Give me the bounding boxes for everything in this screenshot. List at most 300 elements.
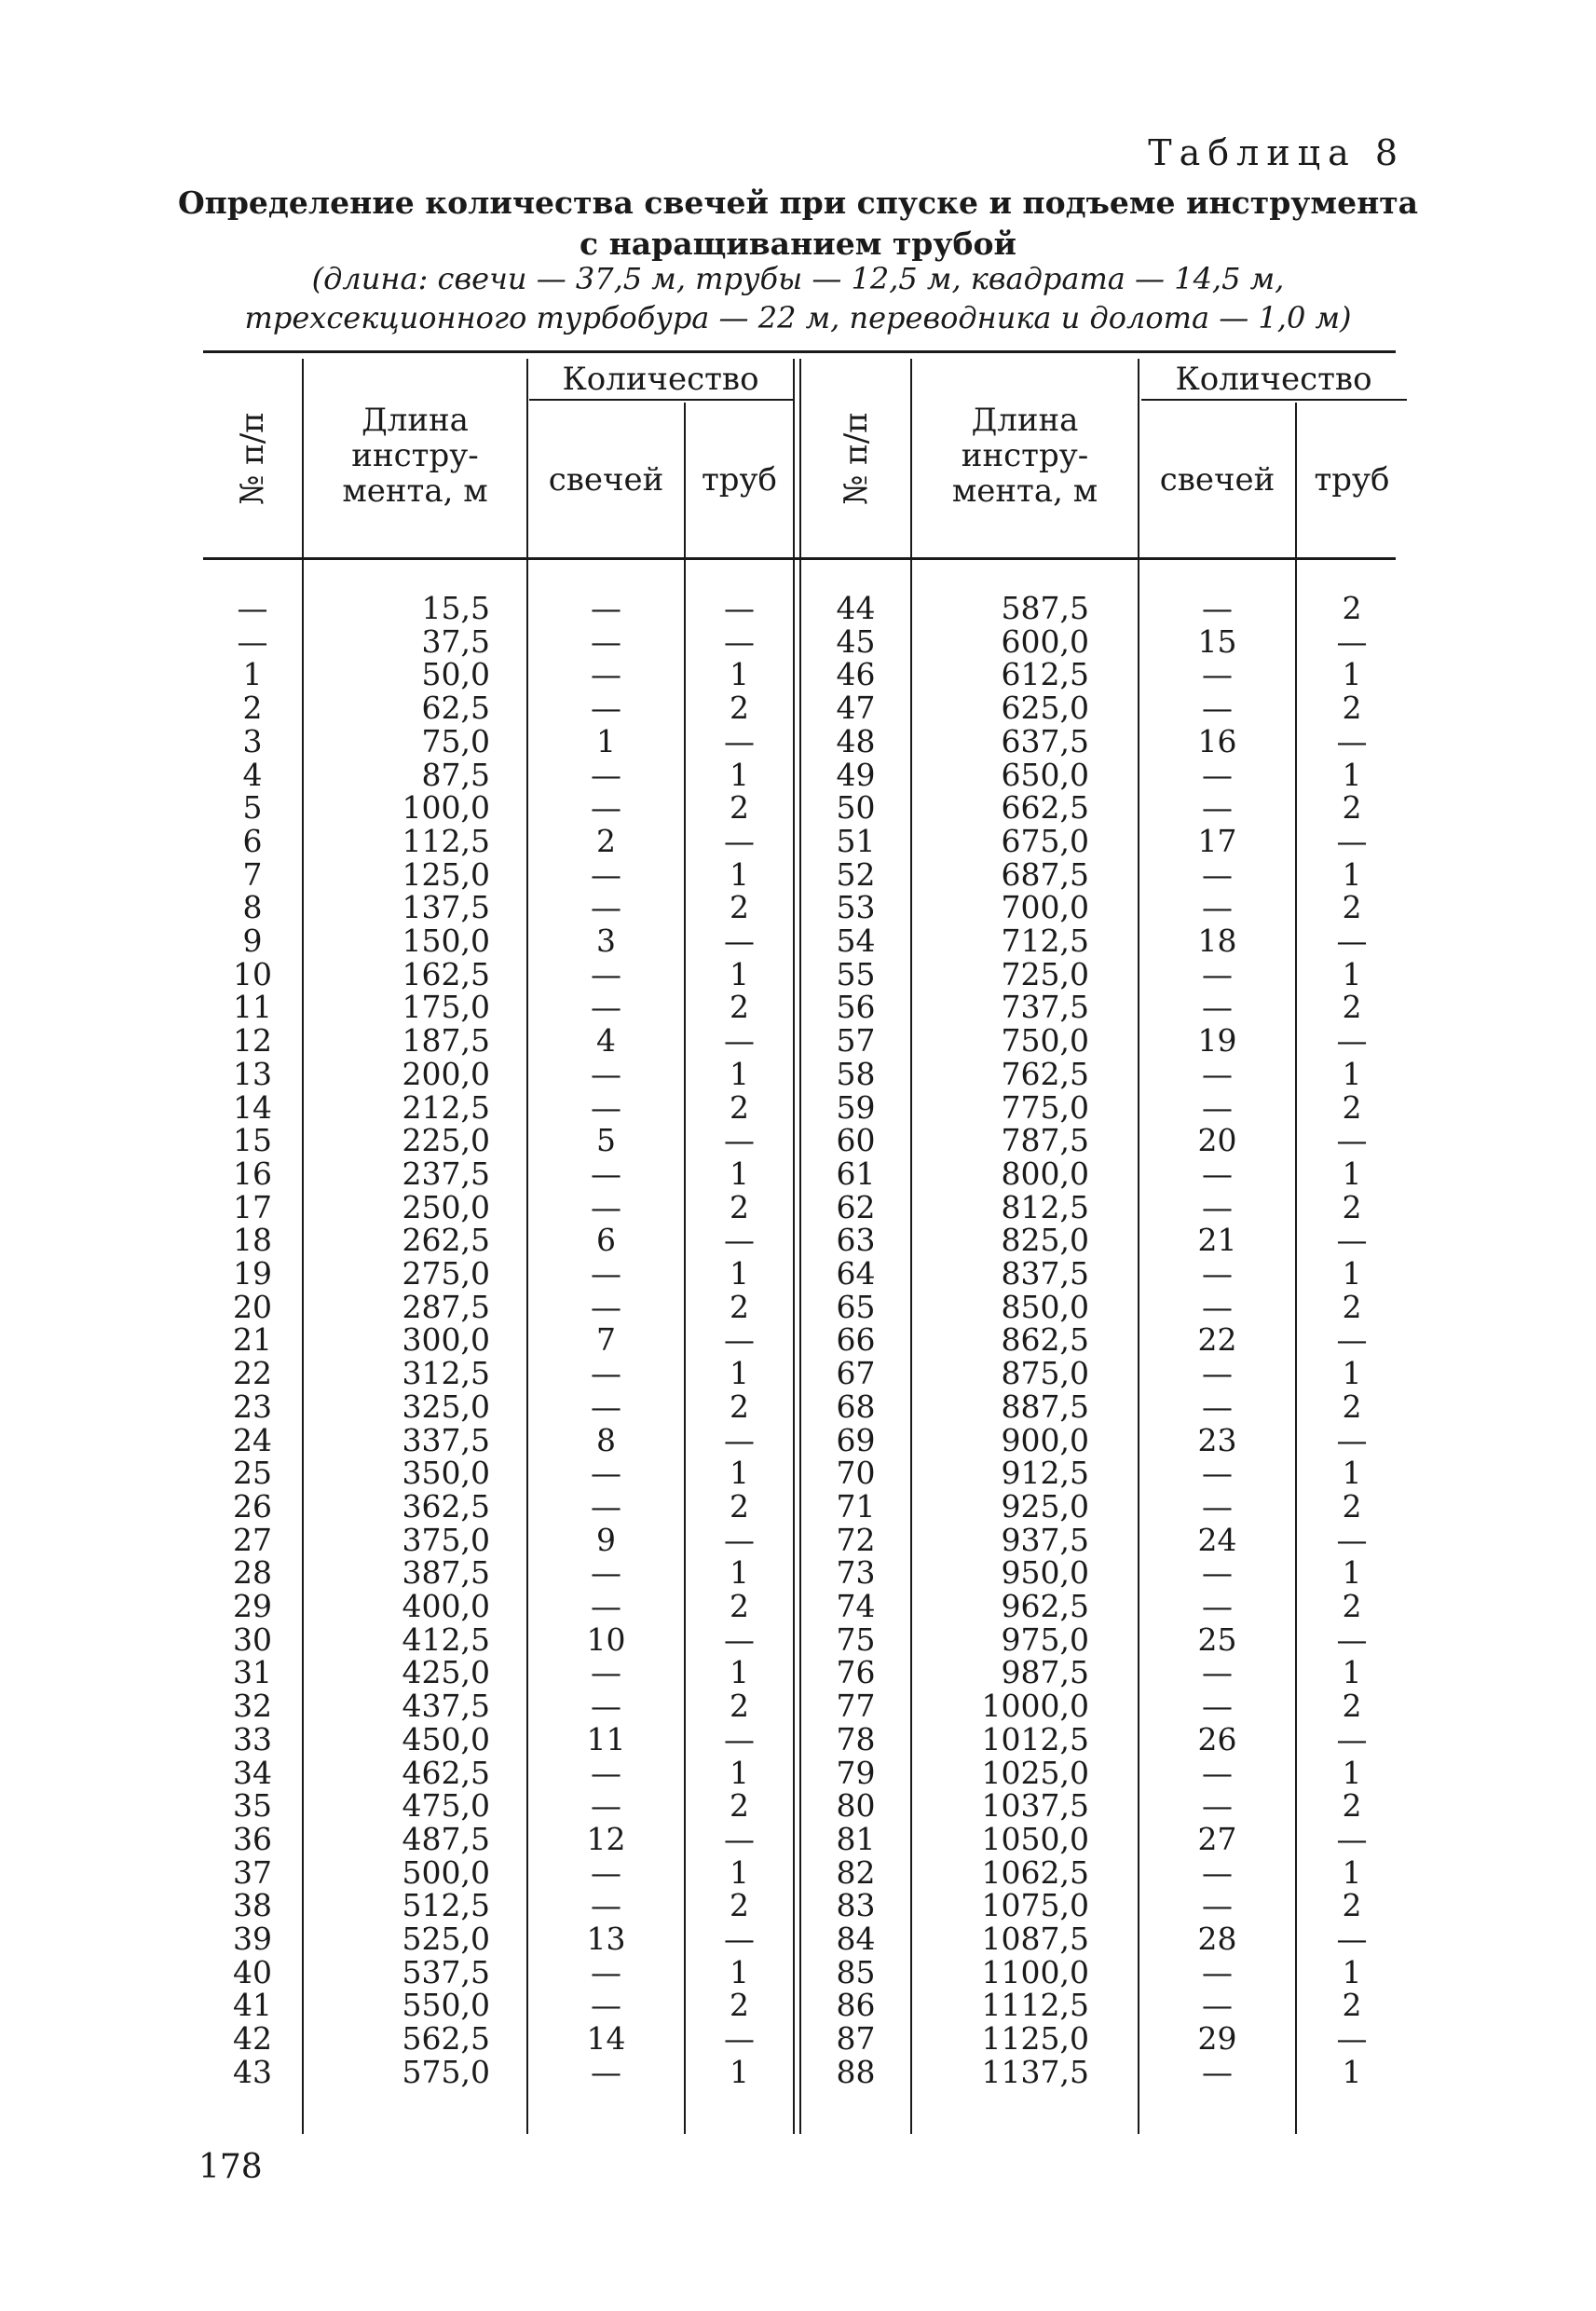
length-cell: 575,0 xyxy=(402,2053,490,2090)
title-line-1: Определение количества свечей при спуске и подъеме инструмента xyxy=(177,185,1419,221)
pipes-cell: 1 xyxy=(1342,1055,1362,1092)
candles-cell: — xyxy=(591,590,621,626)
candles-cell: — xyxy=(1202,1887,1233,1924)
header-length-left xyxy=(304,403,526,509)
table-title xyxy=(0,183,1596,265)
num-cell: 82 xyxy=(836,1853,876,1891)
length-cell: 362,5 xyxy=(402,1487,490,1525)
pipes-cell: — xyxy=(1336,1521,1368,1558)
candles-cell: — xyxy=(1202,1987,1233,2024)
num-cell: 39 xyxy=(233,1921,272,1957)
pipes-cell: 1 xyxy=(1342,1554,1362,1592)
candles-cell: 19 xyxy=(1197,1022,1237,1060)
length-cell: 675,0 xyxy=(1001,822,1089,859)
length-cell: 350,0 xyxy=(402,1455,490,1492)
num-cell: 76 xyxy=(836,1654,876,1691)
num-cell: 30 xyxy=(233,1620,272,1658)
header-length-l3: мента, м xyxy=(342,472,488,510)
pipes-cell: 2 xyxy=(1342,1088,1362,1126)
length-cell: 550,0 xyxy=(402,1987,490,2024)
candles-cell: — xyxy=(1202,1388,1233,1425)
length-cell: 387,5 xyxy=(402,1554,490,1592)
pipes-cell: — xyxy=(1336,722,1368,759)
num-cell: 16 xyxy=(233,1155,272,1192)
pipes-cell: — xyxy=(724,1620,755,1658)
pipes-cell: — xyxy=(1336,1321,1368,1359)
num-cell: 33 xyxy=(233,1720,272,1757)
length-cell: 912,5 xyxy=(1001,1455,1089,1492)
pipes-cell: 2 xyxy=(1342,789,1362,827)
num-cell: 41 xyxy=(233,1987,272,2024)
pipes-cell: 2 xyxy=(730,690,749,727)
candles-cell: 14 xyxy=(586,2020,626,2058)
length-cell: 687,5 xyxy=(1001,855,1089,893)
pipes-cell: 1 xyxy=(730,955,749,992)
pipes-cell: — xyxy=(724,1820,755,1857)
header-length-r2: инстру- xyxy=(961,437,1089,474)
num-cell: 65 xyxy=(836,1288,876,1325)
candles-cell: 6 xyxy=(596,1222,616,1259)
length-cell: 200,0 xyxy=(402,1055,490,1092)
length-cell: 450,0 xyxy=(402,1720,490,1757)
pipes-cell: 1 xyxy=(730,2053,749,2090)
candles-cell: — xyxy=(591,955,621,992)
pipes-cell: 1 xyxy=(1342,1155,1362,1192)
num-cell: 55 xyxy=(836,955,876,992)
pipes-cell: — xyxy=(1336,1620,1368,1658)
table-label: Таблица 8 xyxy=(1148,132,1405,173)
length-cell: 487,5 xyxy=(402,1820,490,1857)
num-cell: 9 xyxy=(242,923,263,959)
pipes-cell: — xyxy=(1336,822,1368,859)
length-cell: 737,5 xyxy=(1001,989,1089,1026)
length-cell: 75,0 xyxy=(421,722,490,759)
header-candles-left: свечей xyxy=(548,461,664,499)
length-cell: 812,5 xyxy=(1001,1188,1089,1225)
candles-cell: — xyxy=(591,1455,621,1492)
num-cell: 73 xyxy=(836,1554,876,1592)
candles-cell: — xyxy=(1202,955,1233,992)
pipes-cell: 2 xyxy=(730,889,749,926)
header-num-left xyxy=(203,359,302,557)
header-length-r1: Длина xyxy=(971,402,1079,439)
candles-cell: 18 xyxy=(1197,923,1237,959)
header-pipes-right: труб xyxy=(1314,461,1390,499)
pipes-cell: — xyxy=(724,822,755,859)
length-cell: 637,5 xyxy=(1001,722,1089,759)
pipes-cell: 2 xyxy=(1342,1188,1362,1225)
length-cell: 725,0 xyxy=(1001,955,1089,992)
candles-cell: 16 xyxy=(1197,722,1237,759)
length-cell: 175,0 xyxy=(402,989,490,1026)
pipes-cell: — xyxy=(724,1921,755,1957)
num-cell: 49 xyxy=(836,756,876,793)
candles-cell: 8 xyxy=(596,1421,616,1458)
pipes-cell: — xyxy=(724,2020,755,2058)
pipes-cell: — xyxy=(724,1521,755,1558)
pipes-cell: 2 xyxy=(1342,690,1362,727)
candles-cell: — xyxy=(1202,690,1233,727)
num-cell: 26 xyxy=(233,1487,272,1525)
candles-cell: — xyxy=(591,1554,621,1592)
pipes-cell: 2 xyxy=(1342,989,1362,1026)
num-cell: 88 xyxy=(836,2053,876,2090)
pipes-cell: 1 xyxy=(730,1055,749,1092)
num-cell: 68 xyxy=(836,1388,876,1425)
pipes-cell: 2 xyxy=(1342,1887,1362,1924)
pipes-cell: 1 xyxy=(1342,1853,1362,1891)
col-sep-4a xyxy=(793,359,795,2134)
length-cell: 1100,0 xyxy=(981,1953,1089,1990)
pipes-cell: 2 xyxy=(730,1188,749,1225)
header-candles-right: свечей xyxy=(1159,461,1275,499)
length-cell: 275,0 xyxy=(402,1255,490,1292)
header-length-l2: инстру- xyxy=(351,437,479,474)
num-cell: 2 xyxy=(242,690,263,727)
num-cell: 86 xyxy=(836,1987,876,2024)
length-cell: 400,0 xyxy=(402,1588,490,1624)
header-num-right xyxy=(801,359,910,557)
length-cell: 825,0 xyxy=(1001,1222,1089,1259)
num-cell: 7 xyxy=(242,855,263,893)
candles-cell: — xyxy=(591,989,621,1026)
num-cell: 17 xyxy=(233,1188,272,1225)
candles-cell: — xyxy=(591,1487,621,1525)
length-cell: 787,5 xyxy=(1001,1122,1089,1159)
pipes-cell: — xyxy=(1336,1022,1368,1060)
pipes-cell: — xyxy=(1336,1820,1368,1857)
pipes-cell: — xyxy=(1336,2020,1368,2058)
pipes-cell: — xyxy=(724,1321,755,1359)
length-cell: 900,0 xyxy=(1001,1421,1089,1458)
pipes-cell: 2 xyxy=(730,1688,749,1725)
candles-cell: — xyxy=(591,1987,621,2024)
pipes-cell: — xyxy=(1336,622,1368,660)
pipes-cell: 1 xyxy=(730,1953,749,1990)
candles-cell: — xyxy=(1202,1953,1233,1990)
pipes-cell: — xyxy=(724,590,755,626)
num-cell: 25 xyxy=(233,1455,272,1492)
num-cell: 83 xyxy=(836,1887,876,1924)
num-cell: 6 xyxy=(242,822,263,859)
pipes-cell: — xyxy=(1336,1222,1368,1259)
length-cell: 987,5 xyxy=(1001,1654,1089,1691)
candles-cell: 10 xyxy=(586,1620,626,1658)
candles-cell: — xyxy=(591,1787,621,1825)
num-cell: 32 xyxy=(233,1688,272,1725)
num-cell: 62 xyxy=(836,1188,876,1225)
header-num-left-text: № п/п xyxy=(233,411,271,505)
header-length-right xyxy=(912,403,1138,509)
title-line-2: с наращиванием трубой xyxy=(580,226,1016,262)
length-cell: 425,0 xyxy=(402,1654,490,1691)
page-number: 178 xyxy=(198,2148,263,2186)
candles-cell: — xyxy=(1202,1255,1233,1292)
num-cell: 50 xyxy=(836,789,876,827)
length-cell: 762,5 xyxy=(1001,1055,1089,1092)
num-cell: 19 xyxy=(233,1255,272,1292)
candles-cell: — xyxy=(1202,1554,1233,1592)
candles-cell: 27 xyxy=(1197,1820,1237,1857)
length-cell: 475,0 xyxy=(402,1787,490,1825)
pipes-cell: 2 xyxy=(730,989,749,1026)
length-cell: 100,0 xyxy=(402,789,490,827)
length-cell: 187,5 xyxy=(402,1022,490,1060)
candles-cell: 3 xyxy=(596,923,616,959)
num-cell: 61 xyxy=(836,1155,876,1192)
length-cell: 1112,5 xyxy=(981,1987,1089,2024)
length-cell: 700,0 xyxy=(1001,889,1089,926)
pipes-cell: 1 xyxy=(1342,955,1362,992)
candles-cell: 11 xyxy=(586,1720,626,1757)
table-subtitle xyxy=(0,259,1596,337)
candles-cell: — xyxy=(591,1355,621,1392)
num-cell: 48 xyxy=(836,722,876,759)
num-cell: 57 xyxy=(836,1022,876,1060)
candles-cell: — xyxy=(1202,1787,1233,1825)
candles-cell: — xyxy=(591,1853,621,1891)
num-cell: 81 xyxy=(836,1820,876,1857)
pipes-cell: 1 xyxy=(730,1654,749,1691)
pipes-cell: — xyxy=(1336,1921,1368,1957)
pipes-cell: 2 xyxy=(730,1588,749,1624)
pipes-cell: 1 xyxy=(1342,656,1362,693)
num-cell: 45 xyxy=(836,622,876,660)
pipes-cell: 2 xyxy=(1342,590,1362,626)
candles-cell: — xyxy=(1202,855,1233,893)
candles-cell: — xyxy=(591,1953,621,1990)
num-cell: 53 xyxy=(836,889,876,926)
candles-cell: — xyxy=(591,756,621,793)
pipes-cell: 1 xyxy=(730,756,749,793)
length-cell: 300,0 xyxy=(402,1321,490,1359)
num-cell: 63 xyxy=(836,1222,876,1259)
candles-cell: 17 xyxy=(1197,822,1237,859)
quantity-rule-right xyxy=(1141,399,1407,401)
candles-cell: — xyxy=(591,1155,621,1192)
pipes-cell: 1 xyxy=(1342,1754,1362,1791)
num-cell: 14 xyxy=(233,1088,272,1126)
num-cell: 70 xyxy=(836,1455,876,1492)
length-cell: 775,0 xyxy=(1001,1088,1089,1126)
candles-cell: 20 xyxy=(1197,1122,1237,1159)
header-num-right-text: № п/п xyxy=(837,411,875,505)
candles-cell: — xyxy=(1202,1088,1233,1126)
subtitle-line-1: (длина: свечи — 37,5 м, трубы — 12,5 м, квадрата — 14,5 м, xyxy=(311,261,1285,296)
num-cell: 40 xyxy=(233,1953,272,1990)
num-cell: 4 xyxy=(242,756,263,793)
length-cell: 850,0 xyxy=(1001,1288,1089,1325)
candles-cell: — xyxy=(591,1887,621,1924)
candles-cell: — xyxy=(1202,1688,1233,1725)
num-cell: 72 xyxy=(836,1521,876,1558)
header-quantity-right: Количество xyxy=(1175,361,1372,398)
num-cell: 21 xyxy=(233,1321,272,1359)
num-cell: 1 xyxy=(242,656,263,693)
num-cell: 60 xyxy=(836,1122,876,1159)
length-cell: 1037,5 xyxy=(981,1787,1089,1825)
num-cell: 37 xyxy=(233,1853,272,1891)
pipes-cell: 1 xyxy=(730,1455,749,1492)
candles-cell: — xyxy=(1202,1188,1233,1225)
pipes-cell: — xyxy=(724,923,755,959)
num-cell: 43 xyxy=(233,2053,272,2090)
num-cell: 80 xyxy=(836,1787,876,1825)
num-cell: 67 xyxy=(836,1355,876,1392)
pipes-cell: — xyxy=(1336,1122,1368,1159)
length-cell: 800,0 xyxy=(1001,1155,1089,1192)
num-cell: 28 xyxy=(233,1554,272,1592)
pipes-cell: 2 xyxy=(1342,1388,1362,1425)
num-cell: 79 xyxy=(836,1754,876,1791)
candles-cell: — xyxy=(1202,656,1233,693)
length-cell: 925,0 xyxy=(1001,1487,1089,1525)
num-cell: 35 xyxy=(233,1787,272,1825)
pipes-cell: 2 xyxy=(730,1088,749,1126)
candles-cell: — xyxy=(1202,1487,1233,1525)
length-cell: 312,5 xyxy=(402,1355,490,1392)
pipes-cell: 1 xyxy=(1342,1455,1362,1492)
candles-cell: 28 xyxy=(1197,1921,1237,1957)
candles-cell: — xyxy=(591,1688,621,1725)
num-cell: 69 xyxy=(836,1421,876,1458)
length-cell: 87,5 xyxy=(421,756,490,793)
candles-cell: 4 xyxy=(596,1022,616,1060)
pipes-cell: 2 xyxy=(730,1787,749,1825)
num-cell: 54 xyxy=(836,923,876,959)
num-cell: 58 xyxy=(836,1055,876,1092)
num-cell: 23 xyxy=(233,1388,272,1425)
pipes-cell: 1 xyxy=(1342,855,1362,893)
candles-cell: 12 xyxy=(586,1820,626,1857)
pipes-cell: 1 xyxy=(730,1355,749,1392)
length-cell: 650,0 xyxy=(1001,756,1089,793)
candles-cell: — xyxy=(1202,889,1233,926)
length-cell: 975,0 xyxy=(1001,1620,1089,1658)
num-cell: 85 xyxy=(836,1953,876,1990)
top-rule xyxy=(203,350,1396,353)
candles-cell: 9 xyxy=(596,1521,616,1558)
num-cell: 47 xyxy=(836,690,876,727)
header-length-l1: Длина xyxy=(361,402,469,439)
pipes-cell: 2 xyxy=(1342,1787,1362,1825)
pipes-cell: 1 xyxy=(730,1853,749,1891)
pipes-cell: — xyxy=(1336,923,1368,959)
pipes-cell: — xyxy=(1336,1720,1368,1757)
candles-cell: 7 xyxy=(596,1321,616,1359)
candles-cell: — xyxy=(591,2053,621,2090)
num-cell: 66 xyxy=(836,1321,876,1359)
pipes-cell: 1 xyxy=(730,1754,749,1791)
length-cell: 712,5 xyxy=(1001,923,1089,959)
num-cell: 38 xyxy=(233,1887,272,1924)
length-cell: 1062,5 xyxy=(981,1853,1089,1891)
num-cell: 71 xyxy=(836,1487,876,1525)
length-cell: 225,0 xyxy=(402,1122,490,1159)
length-cell: 125,0 xyxy=(402,855,490,893)
candles-cell: 26 xyxy=(1197,1720,1237,1757)
length-cell: 612,5 xyxy=(1001,656,1089,693)
length-cell: 875,0 xyxy=(1001,1355,1089,1392)
pipes-cell: 2 xyxy=(1342,1987,1362,2024)
header-pipes-left: труб xyxy=(701,461,778,499)
candles-cell: — xyxy=(1202,1355,1233,1392)
candles-cell: — xyxy=(1202,789,1233,827)
length-cell: 1025,0 xyxy=(981,1754,1089,1791)
length-cell: 1087,5 xyxy=(981,1921,1089,1957)
num-cell: 56 xyxy=(836,989,876,1026)
pipes-cell: 1 xyxy=(730,1155,749,1192)
candles-cell: 13 xyxy=(586,1921,626,1957)
pipes-cell: 2 xyxy=(730,1487,749,1525)
num-cell: 11 xyxy=(233,989,272,1026)
length-cell: 150,0 xyxy=(402,923,490,959)
num-cell: 75 xyxy=(836,1620,876,1658)
candles-cell: — xyxy=(591,1654,621,1691)
length-cell: 162,5 xyxy=(402,955,490,992)
candles-cell: — xyxy=(591,656,621,693)
candles-cell: — xyxy=(1202,1853,1233,1891)
pipes-cell: 2 xyxy=(730,1288,749,1325)
num-cell: 77 xyxy=(836,1688,876,1725)
length-cell: 587,5 xyxy=(1001,590,1089,626)
length-cell: 62,5 xyxy=(421,690,490,727)
pipes-cell: — xyxy=(724,622,755,660)
pipes-cell: 2 xyxy=(730,1887,749,1924)
subtitle-line-2: трехсекционного турбобура — 22 м, переводника и долота — 1,0 м) xyxy=(244,300,1352,335)
num-cell: 24 xyxy=(233,1421,272,1458)
candles-cell: — xyxy=(591,1388,621,1425)
num-cell: 10 xyxy=(233,955,272,992)
candles-cell: 1 xyxy=(596,722,616,759)
num-cell: 34 xyxy=(233,1754,272,1791)
candles-cell: — xyxy=(1202,1654,1233,1691)
candles-cell: 2 xyxy=(596,822,616,859)
candles-cell: — xyxy=(1202,2053,1233,2090)
pipes-cell: 1 xyxy=(730,855,749,893)
num-cell: — xyxy=(237,622,268,660)
candles-cell: — xyxy=(1202,1155,1233,1192)
length-cell: 325,0 xyxy=(402,1388,490,1425)
candles-cell: — xyxy=(1202,590,1233,626)
pipes-cell: 2 xyxy=(1342,889,1362,926)
length-cell: 462,5 xyxy=(402,1754,490,1791)
length-cell: 562,5 xyxy=(402,2020,490,2058)
num-cell: 64 xyxy=(836,1255,876,1292)
num-cell: 20 xyxy=(233,1288,272,1325)
length-cell: 537,5 xyxy=(402,1953,490,1990)
candles-cell: — xyxy=(591,789,621,827)
num-cell: 42 xyxy=(233,2020,272,2058)
candles-cell: 29 xyxy=(1197,2020,1237,2058)
length-cell: 37,5 xyxy=(421,622,490,660)
num-cell: 31 xyxy=(233,1654,272,1691)
length-cell: 250,0 xyxy=(402,1188,490,1225)
pipes-cell: — xyxy=(1336,1421,1368,1458)
num-cell: 46 xyxy=(836,656,876,693)
length-cell: 750,0 xyxy=(1001,1022,1089,1060)
candles-cell: — xyxy=(591,1255,621,1292)
pipes-cell: — xyxy=(724,1222,755,1259)
candles-cell: 21 xyxy=(1197,1222,1237,1259)
num-cell: 27 xyxy=(233,1521,272,1558)
length-cell: 962,5 xyxy=(1001,1588,1089,1624)
length-cell: 600,0 xyxy=(1001,622,1089,660)
candles-cell: — xyxy=(1202,989,1233,1026)
length-cell: 1075,0 xyxy=(981,1887,1089,1924)
candles-cell: 24 xyxy=(1197,1521,1237,1558)
candles-cell: — xyxy=(591,622,621,660)
